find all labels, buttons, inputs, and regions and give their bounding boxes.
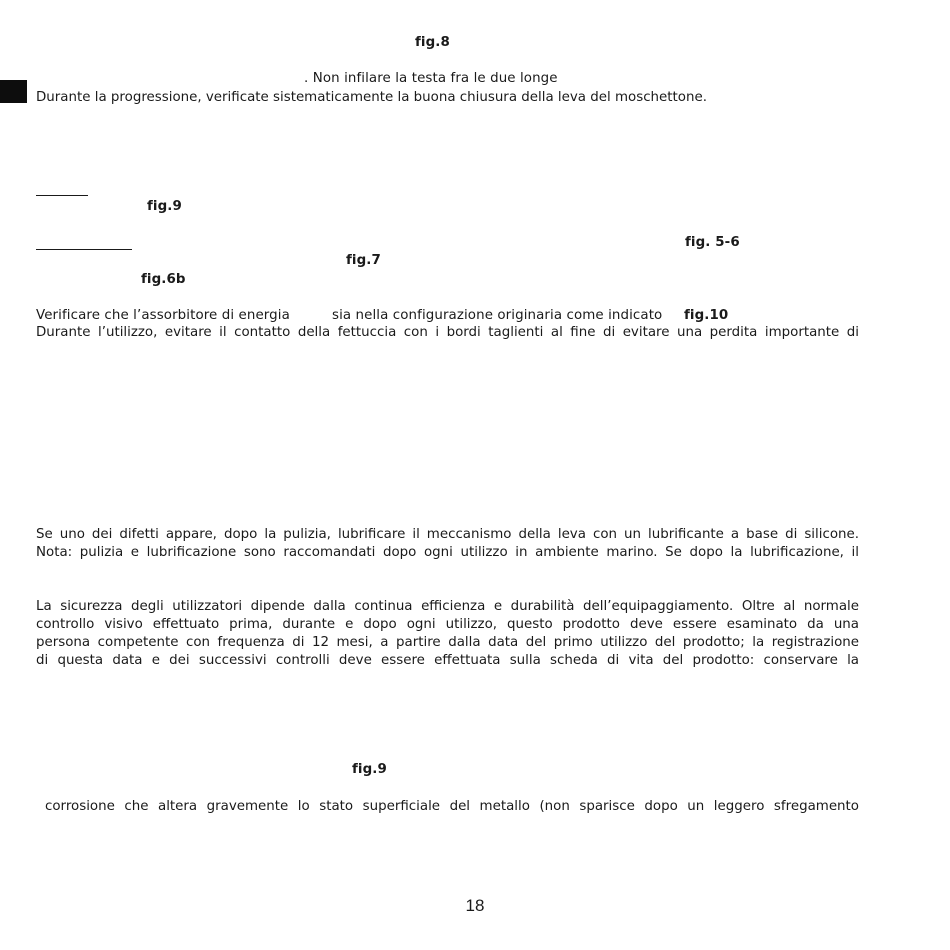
figure-ref-10: fig.10 [684, 308, 729, 323]
progression-paragraph: Durante la progressione, verificate sistematicamente la buona chiusura della leva del moschettone. [36, 90, 707, 105]
absorber-text-start: Verificare che l’assorbitore di energia [36, 308, 290, 323]
figure-ref-5-6: fig. 5-6 [685, 235, 740, 250]
absorber-text-end: sia nella configurazione originaria come indicato [332, 308, 663, 323]
underline-rule-long [36, 249, 132, 250]
figure-ref-6b: fig.6b [141, 272, 186, 287]
underline-rule-short [36, 195, 88, 196]
corrosion-paragraph: corrosione che altera gravemente lo stato superficiale del metallo (non sparisce dopo un leggero sfregamento [45, 799, 859, 814]
figure-ref-7: fig.7 [346, 253, 381, 268]
safety-line-4: di questa data e dei successivi controlli deve essere effettuata sulla scheda di vita del prodotto: conservare la [36, 653, 859, 668]
page-number: 18 [465, 896, 485, 915]
defects-paragraph: Se uno dei difetti appare, dopo la pulizia, lubrificare il meccanismo della leva con un lubrificante a base di silicone. [36, 527, 859, 542]
longe-warning-text: . Non infilare la testa fra le due longe [304, 71, 558, 86]
safety-line-2: controllo visivo effettuato prima, durante e dopo ogni utilizzo, questo prodotto deve essere esaminato da una [36, 617, 859, 632]
safety-line-3: persona competente con frequenza di 12 mesi, a partire dalla data del primo utilizzo del prodotto; la registrazione [36, 635, 859, 650]
section-tab-marker [0, 80, 27, 103]
note-paragraph: Nota: pulizia e lubrificazione sono raccomandati dopo ogni utilizzo in ambiente marino. Se dopo la lubrificazione, il [36, 545, 859, 560]
webbing-paragraph: Durante l’utilizzo, evitare il contatto della fettuccia con i bordi taglienti al fine di evitare una perdita importante di [36, 325, 859, 340]
figure-ref-9-bottom: fig.9 [352, 762, 387, 777]
safety-line-1: La sicurezza degli utilizzatori dipende dalla continua efficienza e durabilità dell’equipaggiamento. Oltre al normale [36, 599, 859, 614]
figure-ref-9-top: fig.9 [147, 199, 182, 214]
figure-ref-8: fig.8 [415, 35, 450, 50]
